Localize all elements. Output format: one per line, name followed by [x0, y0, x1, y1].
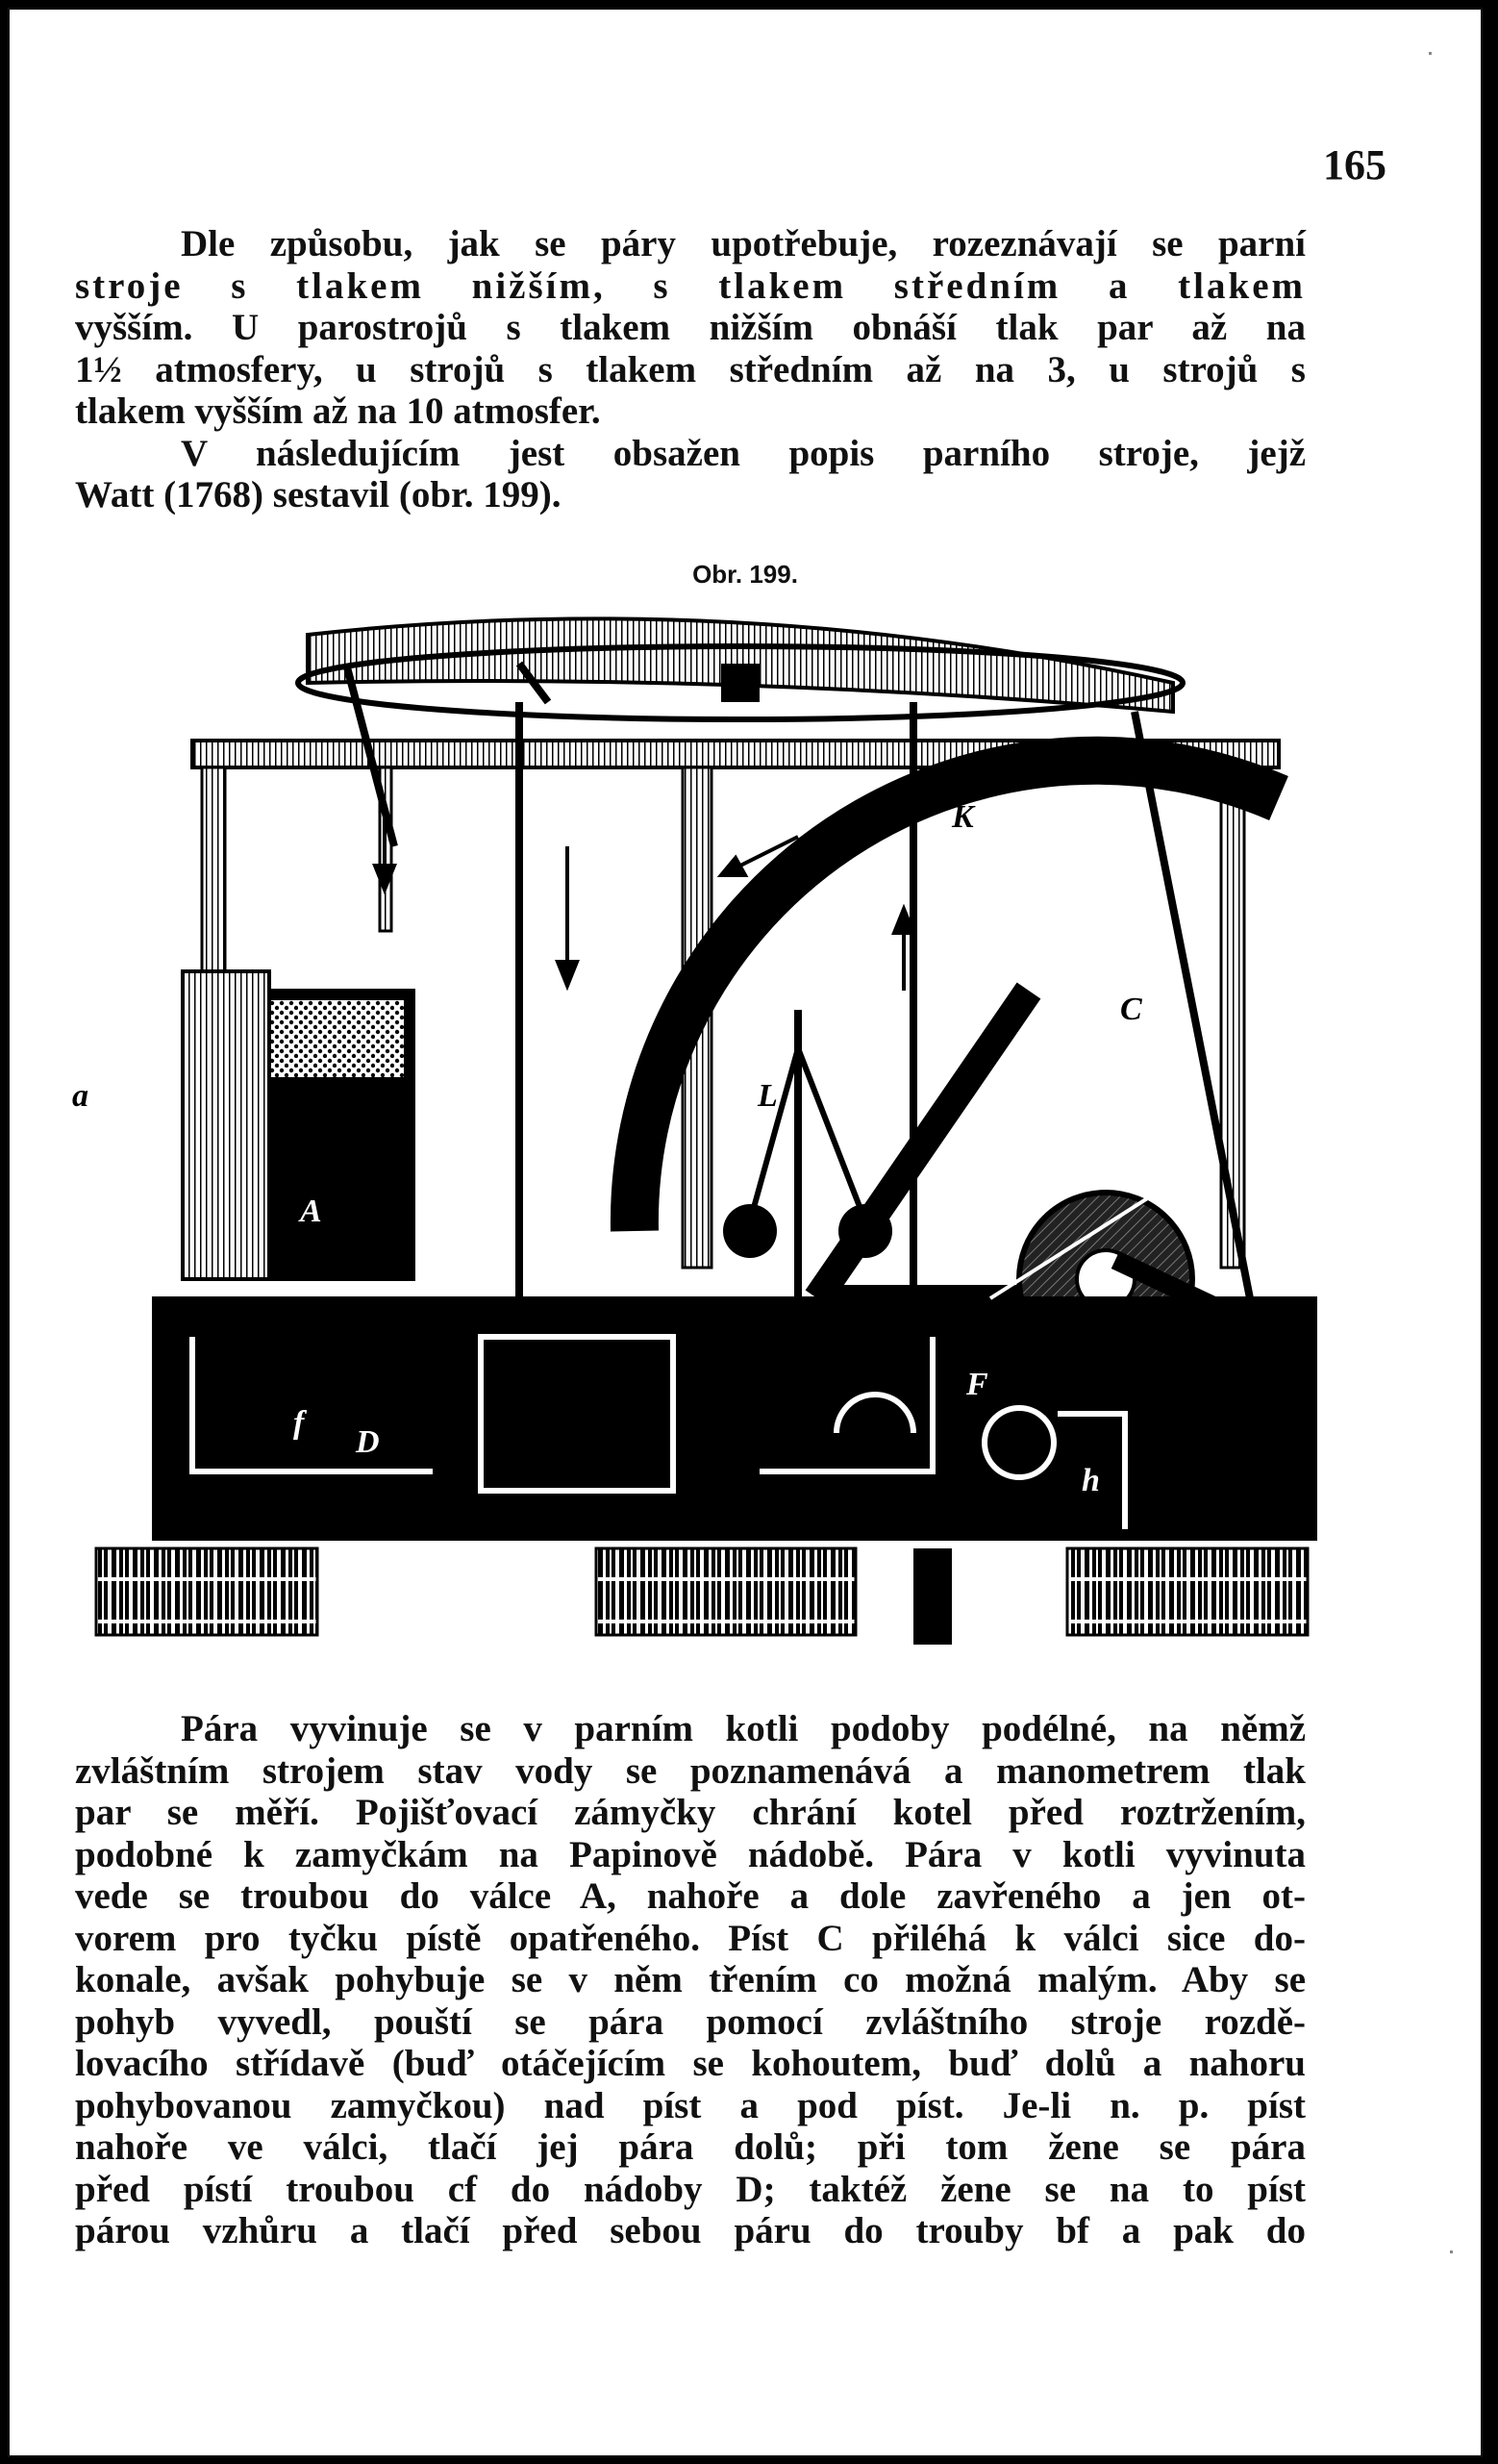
text-line: par se měří. Pojišťovací zámyčky chrání kotel před roztržením,	[75, 1792, 1306, 1833]
paragraph-intro	[75, 223, 1306, 516]
text-line: párou vzhůru a tlačí před sebou páru do trouby bf a pak do	[75, 2210, 1306, 2251]
label-f: f	[293, 1405, 305, 1441]
book-page	[8, 8, 1483, 2457]
text-line: vede se troubou do válce A, nahoře a dole zavřeného a jen ot-	[75, 1875, 1306, 1917]
text-line: V následujícím jest obsažen popis parního stroje, jejž	[181, 432, 1306, 474]
text-line: vorem pro tyčku pístě opatřeného. Píst C přiléhá k válci sice do-	[75, 1917, 1306, 1959]
label-a: a	[72, 1078, 88, 1114]
text-line: podobné k zamyčkám na Papinově nádobě. Pára v kotli vyvinuta	[75, 1833, 1306, 1875]
text-line: lovacího střídavě (buď otáčejícím se kohoutem, buď dolů a nahoru	[75, 2043, 1306, 2084]
foundation-middle	[596, 1548, 856, 1635]
text-line: tlakem vyšším až na 10 atmosfer.	[75, 390, 601, 432]
text-line: zvláštním strojem stav vody se poznamenává a manometrem tlak	[75, 1749, 1306, 1792]
label-L: L	[758, 1078, 778, 1114]
label-C: C	[1120, 992, 1142, 1027]
text-line: konale, avšak pohybuje se v něm třením co možná malým. Aby se	[75, 1959, 1306, 2000]
label-K-top: K	[952, 799, 974, 835]
foundation-left	[96, 1548, 317, 1635]
text-line: nahoře ve válci, tlačí jej pára dolů; při tom žene se pára	[75, 2126, 1306, 2168]
label-h: h	[1082, 1463, 1100, 1498]
text-line: pohybovanou zamyčkou) nad píst a pod píst. Je-li n. p. píst	[75, 2084, 1306, 2126]
speck	[1429, 52, 1432, 55]
text-line: stroje s tlakem nižším, s tlakem středním a tlakem	[75, 264, 1306, 307]
speck	[1450, 2250, 1453, 2253]
text-line: Watt (1768) sestavil (obr. 199).	[75, 474, 562, 515]
text-line: Dle způsobu, jak se páry upotřebuje, rozeznávají se parní	[181, 223, 1306, 264]
paragraph-description	[75, 1708, 1306, 2252]
text-line: pohyb vyvedl, pouští se pára pomocí zvláštního stroje rozdě-	[75, 2000, 1306, 2043]
text-line: před pístí troubou cf do nádoby D; taktéž žene se na to píst	[75, 2168, 1306, 2210]
cistern	[154, 1298, 1317, 1539]
foundation-right	[1067, 1548, 1308, 1635]
text-line: vyšším. U parostrojů s tlakem nižším obnáší tlak par až na	[75, 307, 1306, 348]
figure-caption: Obr. 199.	[692, 560, 798, 589]
text-line: 1½ atmosfery, u strojů s tlakem středním až na 3, u strojů s	[75, 348, 1306, 390]
steam-engine-figure	[67, 606, 1317, 1693]
label-A: A	[300, 1194, 322, 1229]
page-number: 165	[1323, 141, 1386, 189]
label-F: F	[966, 1367, 988, 1402]
label-D: D	[356, 1424, 380, 1460]
label-K-left: K	[650, 1078, 672, 1114]
text-line: Pára vyvinuje se v parním kotli podoby podélné, na němž	[181, 1708, 1306, 1749]
